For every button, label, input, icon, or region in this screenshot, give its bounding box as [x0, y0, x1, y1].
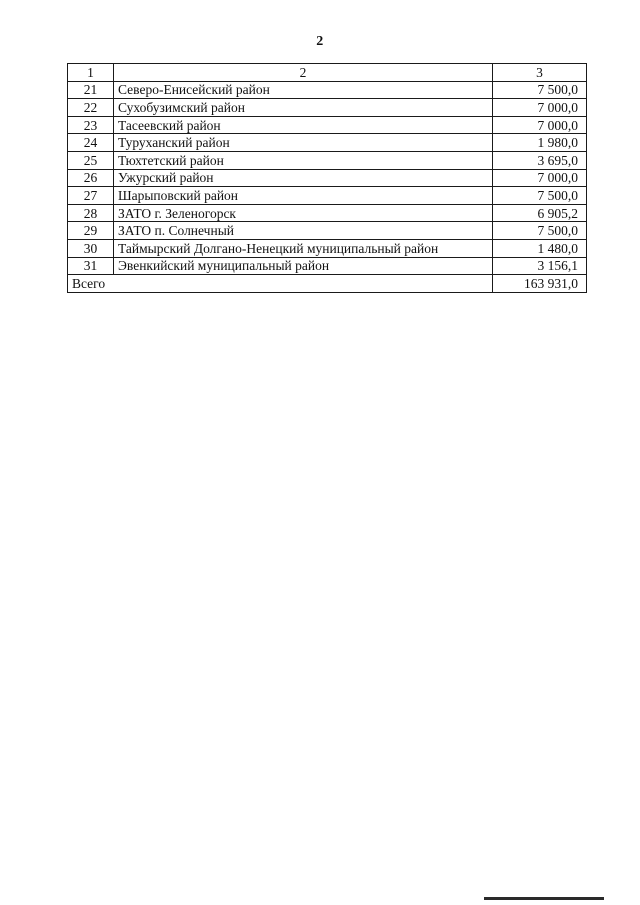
row-name: Таймырский Долгано-Ненецкий муниципальный район: [114, 239, 493, 257]
table-row: [68, 134, 587, 152]
row-name: Сухобузимский район: [114, 99, 493, 117]
column-header-name: 2: [114, 64, 493, 82]
total-row: [68, 275, 587, 293]
table-row: [68, 257, 587, 275]
row-name: Эвенкийский муниципальный район: [114, 257, 493, 275]
row-name: Северо-Енисейский район: [114, 81, 493, 99]
total-label: Всего: [68, 275, 493, 293]
table-header-row: [68, 64, 587, 82]
row-name: Тасеевский район: [114, 116, 493, 134]
table-row: [68, 151, 587, 169]
row-number: 28: [68, 204, 114, 222]
column-header-number: 1: [68, 64, 114, 82]
total-value: 163 931,0: [493, 275, 587, 293]
table-row: [68, 187, 587, 205]
row-value: 7 500,0: [493, 81, 587, 99]
row-value: 3 156,1: [493, 257, 587, 275]
row-name: Шарыповский район: [114, 187, 493, 205]
column-header-value: 3: [493, 64, 587, 82]
row-name: Ужурский район: [114, 169, 493, 187]
row-value: 1 980,0: [493, 134, 587, 152]
distribution-table: [67, 63, 587, 293]
row-number: 27: [68, 187, 114, 205]
row-number: 24: [68, 134, 114, 152]
row-value: 3 695,0: [493, 151, 587, 169]
row-value: 7 000,0: [493, 99, 587, 117]
row-number: 26: [68, 169, 114, 187]
table-row: [68, 81, 587, 99]
row-value: 1 480,0: [493, 239, 587, 257]
table-row: [68, 99, 587, 117]
row-value: 6 905,2: [493, 204, 587, 222]
row-number: 23: [68, 116, 114, 134]
row-name: ЗАТО п. Солнечный: [114, 222, 493, 240]
row-number: 29: [68, 222, 114, 240]
row-number: 22: [68, 99, 114, 117]
row-number: 21: [68, 81, 114, 99]
table-row: [68, 222, 587, 240]
row-name: Тюхтетский район: [114, 151, 493, 169]
row-value: 7 500,0: [493, 222, 587, 240]
row-number: 31: [68, 257, 114, 275]
page-number: 2: [316, 34, 324, 49]
row-number: 30: [68, 239, 114, 257]
table-row: [68, 169, 587, 187]
row-value: 7 500,0: [493, 187, 587, 205]
row-value: 7 000,0: [493, 169, 587, 187]
signature-line: [484, 897, 604, 900]
table-row: [68, 239, 587, 257]
row-value: 7 000,0: [493, 116, 587, 134]
table-row: [68, 116, 587, 134]
row-number: 25: [68, 151, 114, 169]
table-row: [68, 204, 587, 222]
row-name: Туруханский район: [114, 134, 493, 152]
row-name: ЗАТО г. Зеленогорск: [114, 204, 493, 222]
